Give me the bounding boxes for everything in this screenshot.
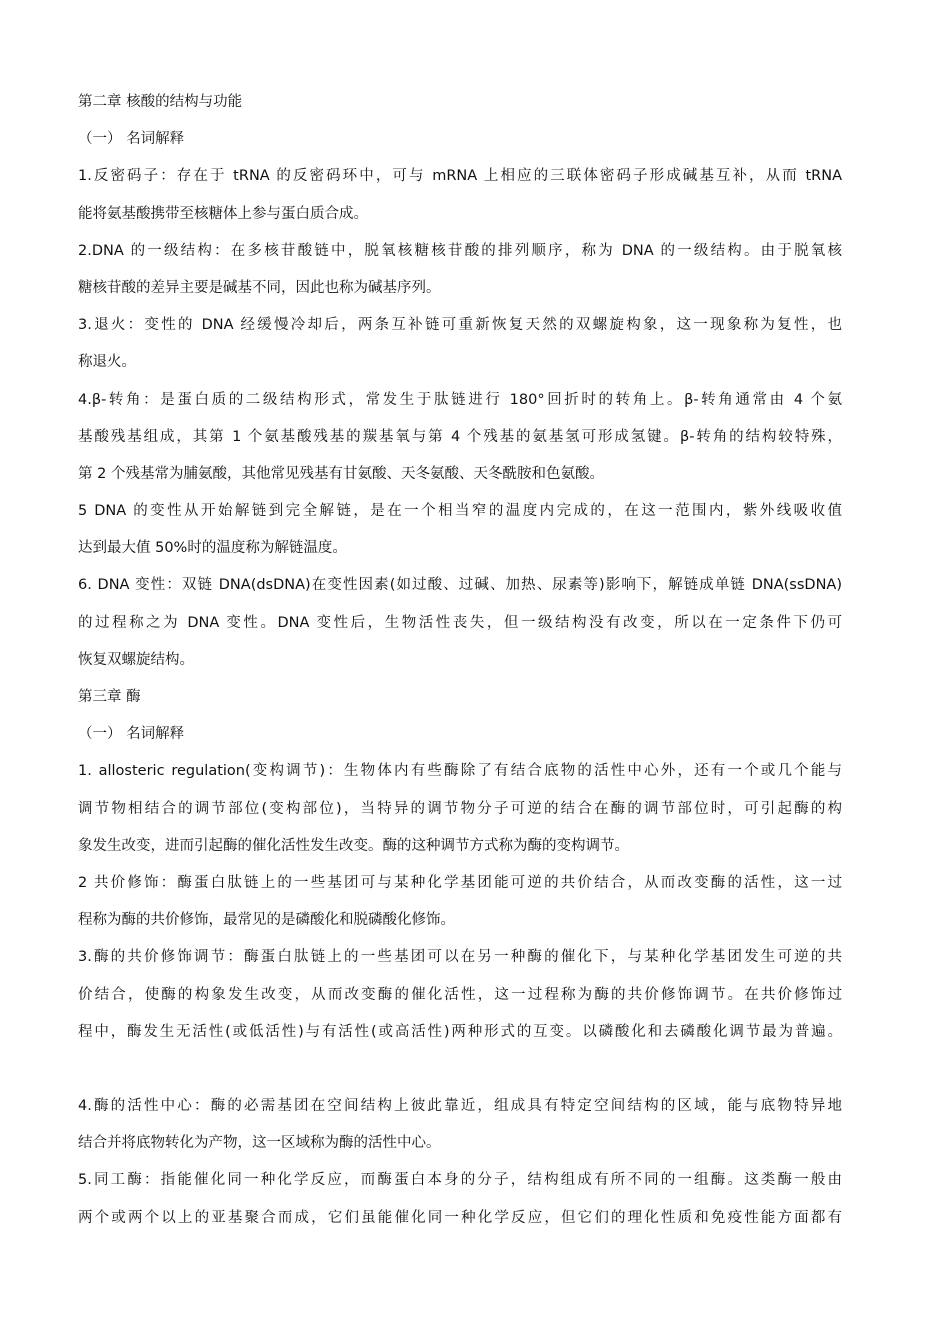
text-line: 第 2 个残基常为脯氨酸，其他常见残基有甘氨酸、天冬氨酸、天冬酰胺和色氨酸。 xyxy=(78,465,604,482)
text-line: 恢复双螺旋结构。 xyxy=(78,651,194,668)
section-heading: （一） 名词解释 xyxy=(78,131,185,148)
text-line: 1. allosteric regulation(变构调节)：生物体内有些酶除了有结合底物的活性中心外，还有一个或几个能与 xyxy=(78,763,842,780)
text-line: 达到最大值 50%时的温度称为解链温度。 xyxy=(78,540,347,557)
chapter-2-heading: 第二章 核酸的结构与功能 xyxy=(78,94,243,110)
text-line: 5.同工酶：指能催化同一种化学反应，而酶蛋白本身的分子，结构组成有所不同的一组酶。这类酶一般由 xyxy=(78,1172,842,1189)
chapter-3-heading: 第三章 酶 xyxy=(78,689,141,705)
text-line: 基酸残基组成，其第 1 个氨基酸残基的羰基氧与第 4 个残基的氨基氢可形成氢键。β-转角的结构较特殊， xyxy=(78,428,842,445)
text-line: 6. DNA 变性：双链 DNA(dsDNA)在变性因素(如过酸、过碱、加热、尿素等)影响下，解链成单链 DNA(ssDNA) xyxy=(78,577,842,594)
text-line: 程称为酶的共价修饰，最常见的是磷酸化和脱磷酸化修饰。 xyxy=(78,912,455,929)
text-line: 两个或两个以上的亚基聚合而成，它们虽能催化同一种化学反应，但它们的理化性质和免疫性能方面都有 xyxy=(78,1209,842,1226)
text-line: 3.退火：变性的 DNA 经缓慢冷却后，两条互补链可重新恢复天然的双螺旋构象，这一现象称为复性，也 xyxy=(78,317,842,334)
document-page xyxy=(78,84,842,1237)
text-line: 2 共价修饰：酶蛋白肽链上的一些基团可与某种化学基团能可逆的共价结合，从而改变酶的活性，这一过 xyxy=(78,874,842,891)
text-line: 能将氨基酸携带至核糖体上参与蛋白质合成。 xyxy=(78,205,368,222)
text-line: 调节物相结合的调节部位(变构部位)，当特异的调节物分子可逆的结合在酶的调节部位时，可引起酶的构 xyxy=(78,800,842,817)
text-line: 糖核苷酸的差异主要是碱基不同，因此也称为碱基序列。 xyxy=(78,279,441,296)
text-line: 结合并将底物转化为产物，这一区域称为酶的活性中心。 xyxy=(78,1135,441,1152)
text-line: 5 DNA 的变性从开始解链到完全解链，是在一个相当窄的温度内完成的，在这一范围内，紫外线吸收值 xyxy=(78,503,842,520)
text-line: 称退火。 xyxy=(78,354,136,371)
text-line: 象发生改变，进而引起酶的催化活性发生改变。酶的这种调节方式称为酶的变构调节。 xyxy=(78,837,629,854)
text-line: 的过程称之为 DNA 变性。DNA 变性后，生物活性丧失，但一级结构没有改变，所以在一定条件下仍可 xyxy=(78,614,842,631)
text-line: 1.反密码子：存在于 tRNA 的反密码环中，可与 mRNA 上相应的三联体密码子形成碱基互补，从而 tRNA xyxy=(78,168,842,185)
section-heading: （一） 名词解释 xyxy=(78,726,185,743)
text-line: 4.β-转角：是蛋白质的二级结构形式，常发生于肽链进行 180°回折时的转角上。β-转角通常由 4 个氨 xyxy=(78,391,842,408)
blank-line xyxy=(78,1051,842,1088)
text-line: 4.酶的活性中心：酶的必需基团在空间结构上彼此靠近，组成具有特定空间结构的区域，能与底物特异地 xyxy=(78,1098,842,1115)
text-line: 价结合，使酶的构象发生改变，从而改变酶的催化活性，这一过程称为酶的共价修饰调节。在共价修饰过 xyxy=(78,986,842,1003)
text-line: 程中，酶发生无活性(或低活性)与有活性(或高活性)两种形式的互变。以磷酸化和去磷酸化调节最为普遍。 xyxy=(78,1023,842,1040)
text-line: 2.DNA 的一级结构：在多核苷酸链中，脱氧核糖核苷酸的排列顺序，称为 DNA 的一级结构。由于脱氧核 xyxy=(78,242,842,259)
text-line: 3.酶的共价修饰调节：酶蛋白肽链上的一些基团可以在另一种酶的催化下，与某种化学基团发生可逆的共 xyxy=(78,949,842,966)
